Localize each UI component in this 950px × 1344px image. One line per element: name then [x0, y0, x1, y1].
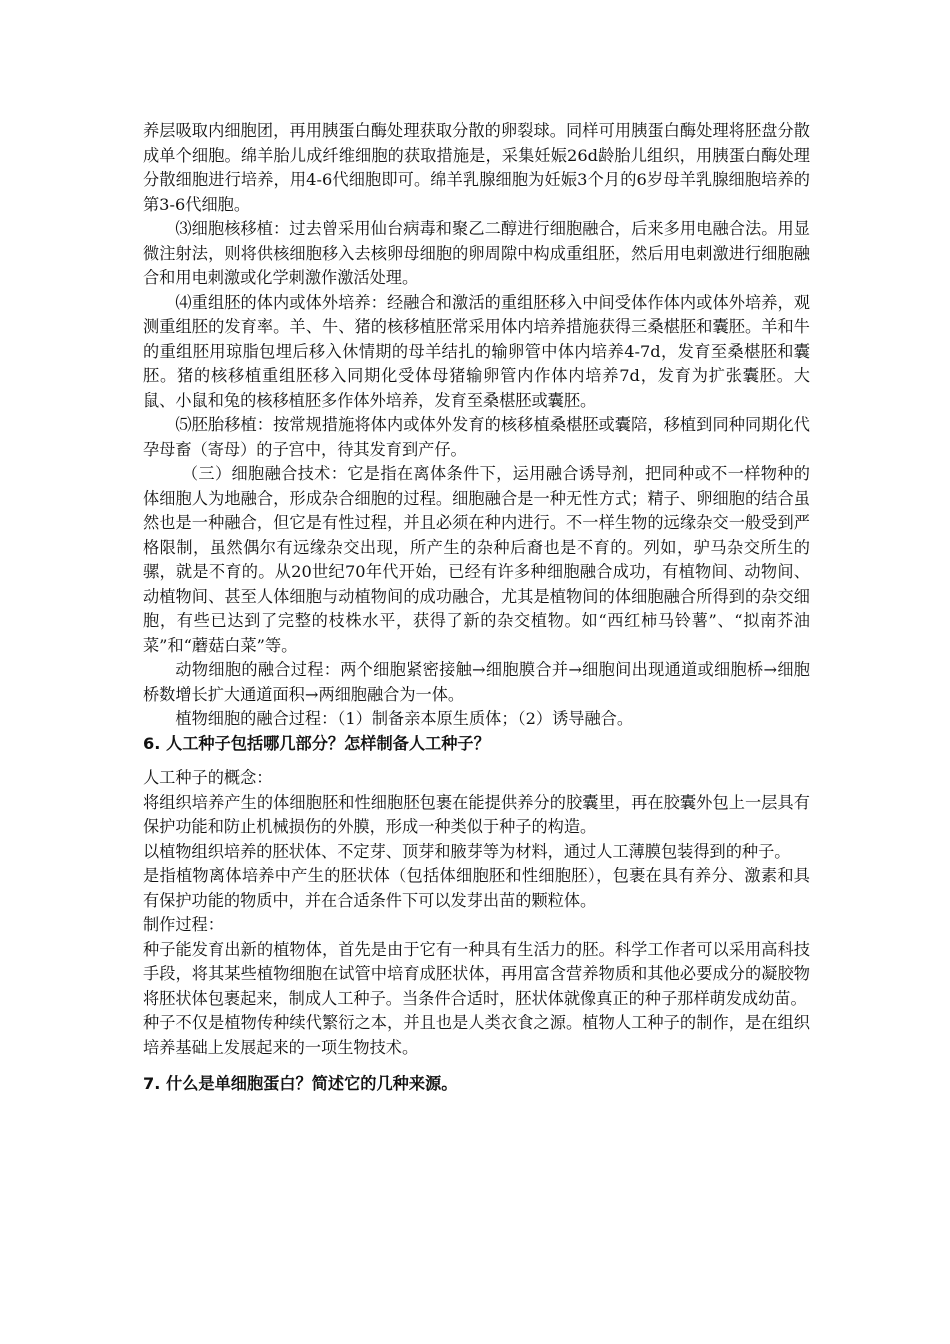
paragraph-embryo-culture: ⑷重组胚的体内或体外培养：经融合和激活的重组胚移入中间受体作体内或体外培养，观测重组胚的发育率。羊、牛、猪的核移植胚常采用体内培养措施获得三桑椹胚和囊胚。羊和牛的重组胚用琼脂包埋后移入休情期的母羊结扎的输卵管中体内培养4-7d，发育至桑椹胚和囊胚。猪的核移植重组胚移入同期化受体母猪输卵管内作体内培养7d，发育为扩张囊胚。大鼠、小鼠和兔的核移植胚多作体外培养，发育至桑椹胚或囊胚。 [143, 292, 810, 410]
question-6-heading: 6. 人工种子包括哪几部分？怎样制备人工种子？ [143, 733, 490, 753]
concept-definition-1: 将组织培养产生的体细胞胚和性细胞胚包裹在能提供养分的胶囊里，再在胶囊外包上一层具有保护功能和防止机械损伤的外膜，形成一种类似于种子的构造。 [143, 792, 810, 836]
paragraph-plant-fusion: 植物细胞的融合过程：（1）制备亲本原生质体；（2）诱导融合。 [175, 709, 634, 728]
process-label: 制作过程： [143, 915, 224, 934]
document-page [143, 119, 810, 1097]
process-paragraph-2: 种子不仅是植物传种续代繁衍之本，并且也是人类衣食之源。植物人工种子的制作，是在组织培养基础上发展起来的一项生物技术。 [143, 1013, 810, 1057]
paragraph-cell-fusion: （三）细胞融合技术：它是指在离体条件下，运用融合诱导剂，把同种或不一样物种的体细胞人为地融合，形成杂合细胞的过程。细胞融合是一种无性方式；精子、卵细胞的结合虽然也是一种融合，但它是有性过程，并且必须在种内进行。不一样生物的远缘杂交一般受到严格限制，虽然偶尔有远缘杂交出现，所产生的杂种后裔也是不育的。列如，驴马杂交所生的骡，就是不育的。从20世纪70年代开始，已经有许多种细胞融合成功，有植物间、动物间、动植物间、甚至人体细胞与动植物间的成功融合，尤其是植物间的体细胞融合所得到的杂交细胞，有些已达到了完整的枝株水平，获得了新的杂交植物。如“西红柿马铃薯”、“拟南芥油菜”和“蘑菇白菜”等。 [143, 464, 810, 655]
paragraph-nuclear-transfer: ⑶细胞核移植：过去曾采用仙台病毒和聚乙二醇进行细胞融合，后来多用电融合法。用显微注射法，则将供核细胞移入去核卵母细胞的卵周隙中构成重组胚，然后用电刺激进行细胞融合和用电刺激或化学刺激作激活处理。 [143, 219, 810, 287]
concept-definition-3: 是指植物离体培养中产生的胚状体（包括体细胞胚和性细胞胚），包裹在具有养分、激素和具有保护功能的物质中，并在合适条件下可以发芽出苗的颗粒体。 [143, 866, 810, 910]
process-paragraph-1: 种子能发育出新的植物体，首先是由于它有一种具有生活力的胚。科学工作者可以采用高科技手段，将其某些植物细胞在试管中培育成胚状体，再用富含营养物质和其他必要成分的凝胶物将胚状体包裹起来，制成人工种子。当条件合适时，胚状体就像真正的种子那样萌发成幼苗。 [143, 939, 810, 1008]
question-7-heading: 7. 什么是单细胞蛋白？简述它的几种来源。 [143, 1074, 458, 1093]
concept-definition-2: 以植物组织培养的胚状体、不定芽、顶芽和腋芽等为材料，通过人工薄膜包装得到的种子。 [143, 841, 791, 861]
paragraph-cell-culture: 养层吸取内细胞团，再用胰蛋白酶处理获取分散的卵裂球。同样可用胰蛋白酶处理将胚盘分散成单个细胞。绵羊胎儿成纤维细胞的获取措施是，采集妊娠26d龄胎儿组织，用胰蛋白酶处理分散细胞进行培养，用4-6代细胞即可。绵羊乳腺细胞为妊娠3个月的6岁母羊乳腺细胞培养的第3-6代细胞。 [143, 121, 810, 214]
paragraph-embryo-transfer: ⑸胚胎移植：按常规措施将体内或体外发育的核移植桑椹胚或囊陪，移植到同种同期化代孕母畜（寄母）的子宫中，待其发育到产仔。 [143, 415, 810, 459]
concept-label: 人工种子的概念： [143, 768, 273, 787]
paragraph-animal-fusion: 动物细胞的融合过程：两个细胞紧密接触→细胞膜合并→细胞间出现通道或细胞桥→细胞桥数增长扩大通道面积→两细胞融合为一体。 [143, 660, 810, 704]
